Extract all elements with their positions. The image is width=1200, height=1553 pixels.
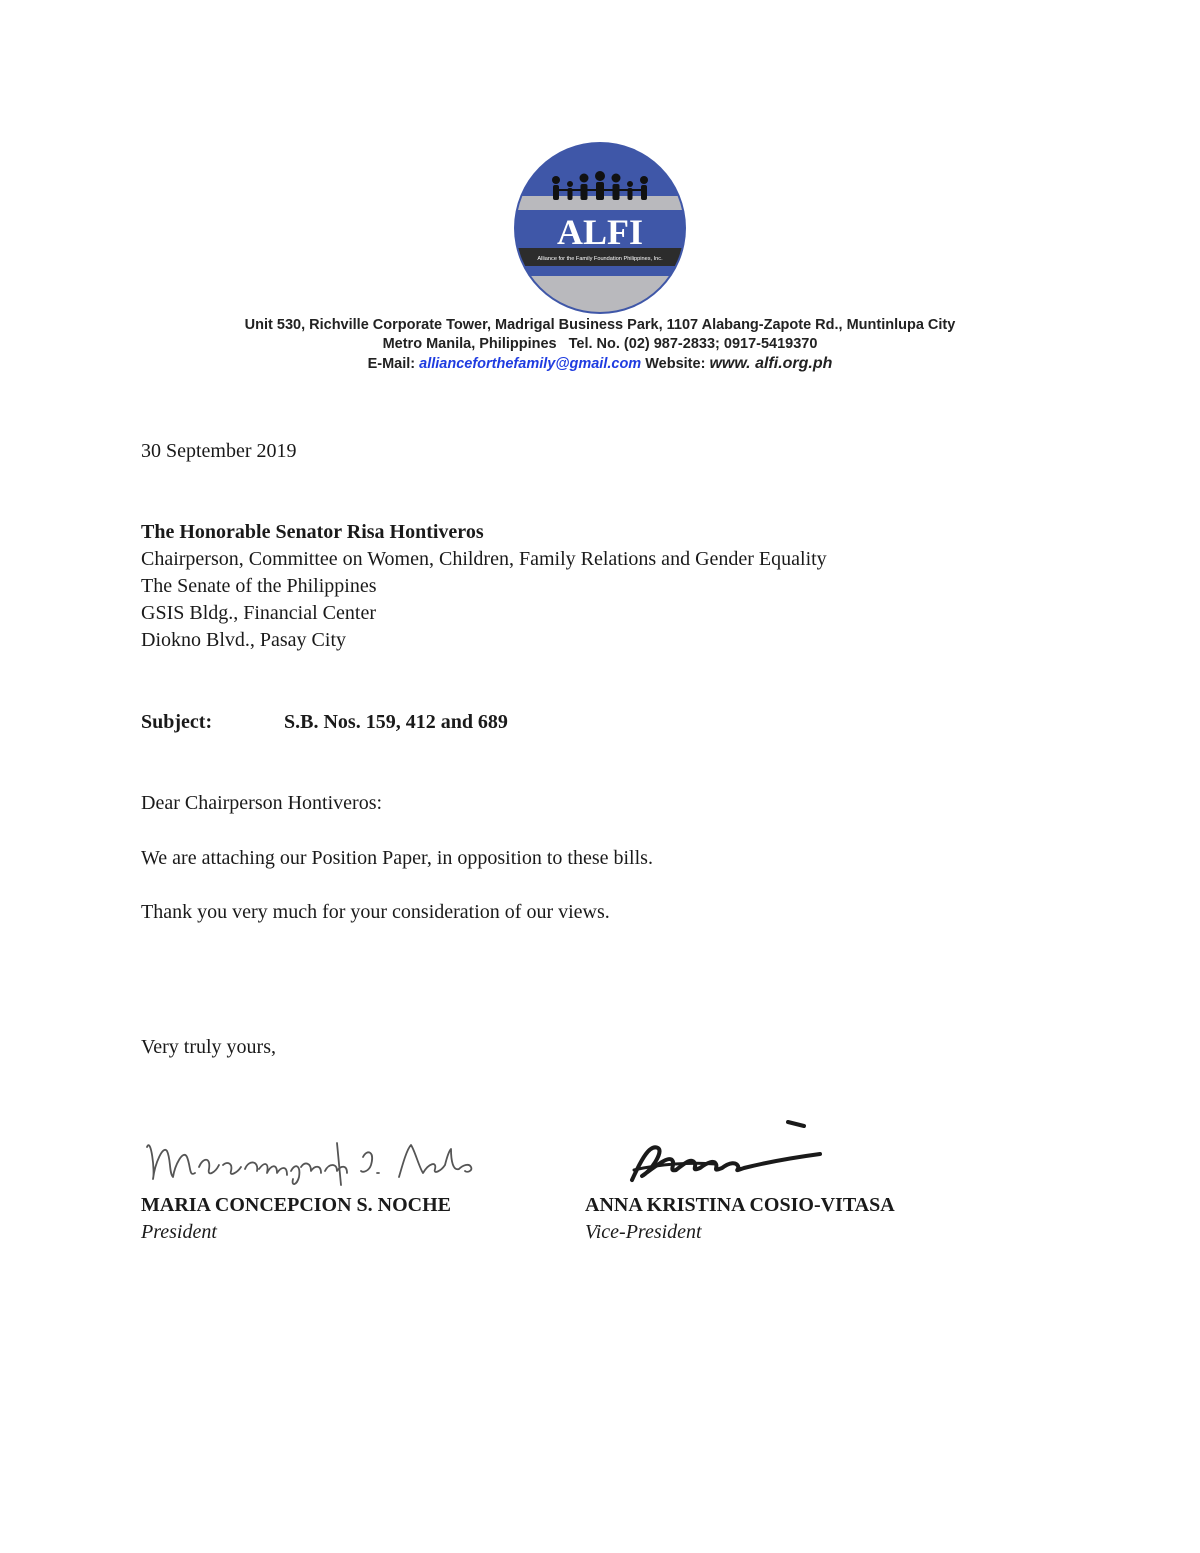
signatory-name: MARIA CONCEPCION S. NOCHE [141, 1194, 452, 1216]
recipient-block [141, 519, 827, 654]
logo-wordmark: ALFI [556, 212, 644, 252]
signatory-president [141, 1192, 451, 1246]
closing: Very truly yours, [141, 1036, 276, 1058]
signature-vice-president [620, 1118, 825, 1190]
recipient-line: GSIS Bldg., Financial Center [141, 602, 376, 624]
alfi-logo [508, 140, 692, 316]
recipient-line: Chairperson, Committee on Women, Children, Family Relations and Gender Equality [141, 548, 827, 570]
letterhead-tel: Tel. No. (02) 987-2833; 0917-5419370 [568, 336, 818, 352]
salutation: Dear Chairperson Hontiveros: [141, 792, 383, 814]
letter-date: 30 September 2019 [141, 440, 297, 462]
letterhead-city-tel [0, 336, 1200, 352]
subject-line [141, 709, 508, 736]
signatory-title: President [141, 1221, 217, 1243]
body-paragraph: Thank you very much for your consideration of our views. [141, 901, 610, 923]
website-link[interactable]: www. alfi.org.ph [709, 355, 833, 372]
logo-tagline: Alliance for the Family Foundation Philippines, Inc. [537, 256, 663, 262]
body-paragraph: We are attaching our Position Paper, in opposition to these bills. [141, 847, 653, 869]
signatory-name: ANNA KRISTINA COSIO-VITASA [585, 1194, 895, 1216]
recipient-name: The Honorable Senator Risa Hontiveros [141, 521, 484, 543]
letterhead-city: Metro Manila, Philippines [382, 336, 557, 352]
signatory-vice-president [585, 1192, 895, 1246]
subject-text: S.B. Nos. 159, 412 and 689 [284, 711, 508, 733]
recipient-line: Diokno Blvd., Pasay City [141, 629, 347, 651]
recipient-line: The Senate of the Philippines [141, 575, 377, 597]
letterhead-contact [0, 355, 1200, 373]
letterhead-address: Unit 530, Richville Corporate Tower, Madrigal Business Park, 1107 Alabang-Zapote Rd., Muntinlupa City [244, 317, 956, 333]
signatory-title: Vice-President [585, 1221, 702, 1243]
email-label: E-Mail: [367, 356, 416, 372]
website-label: Website: [645, 356, 706, 372]
email-link[interactable]: allianceforthefamily@gmail.com [419, 356, 642, 372]
subject-label: Subject: [141, 711, 213, 733]
signature-president [141, 1127, 486, 1187]
